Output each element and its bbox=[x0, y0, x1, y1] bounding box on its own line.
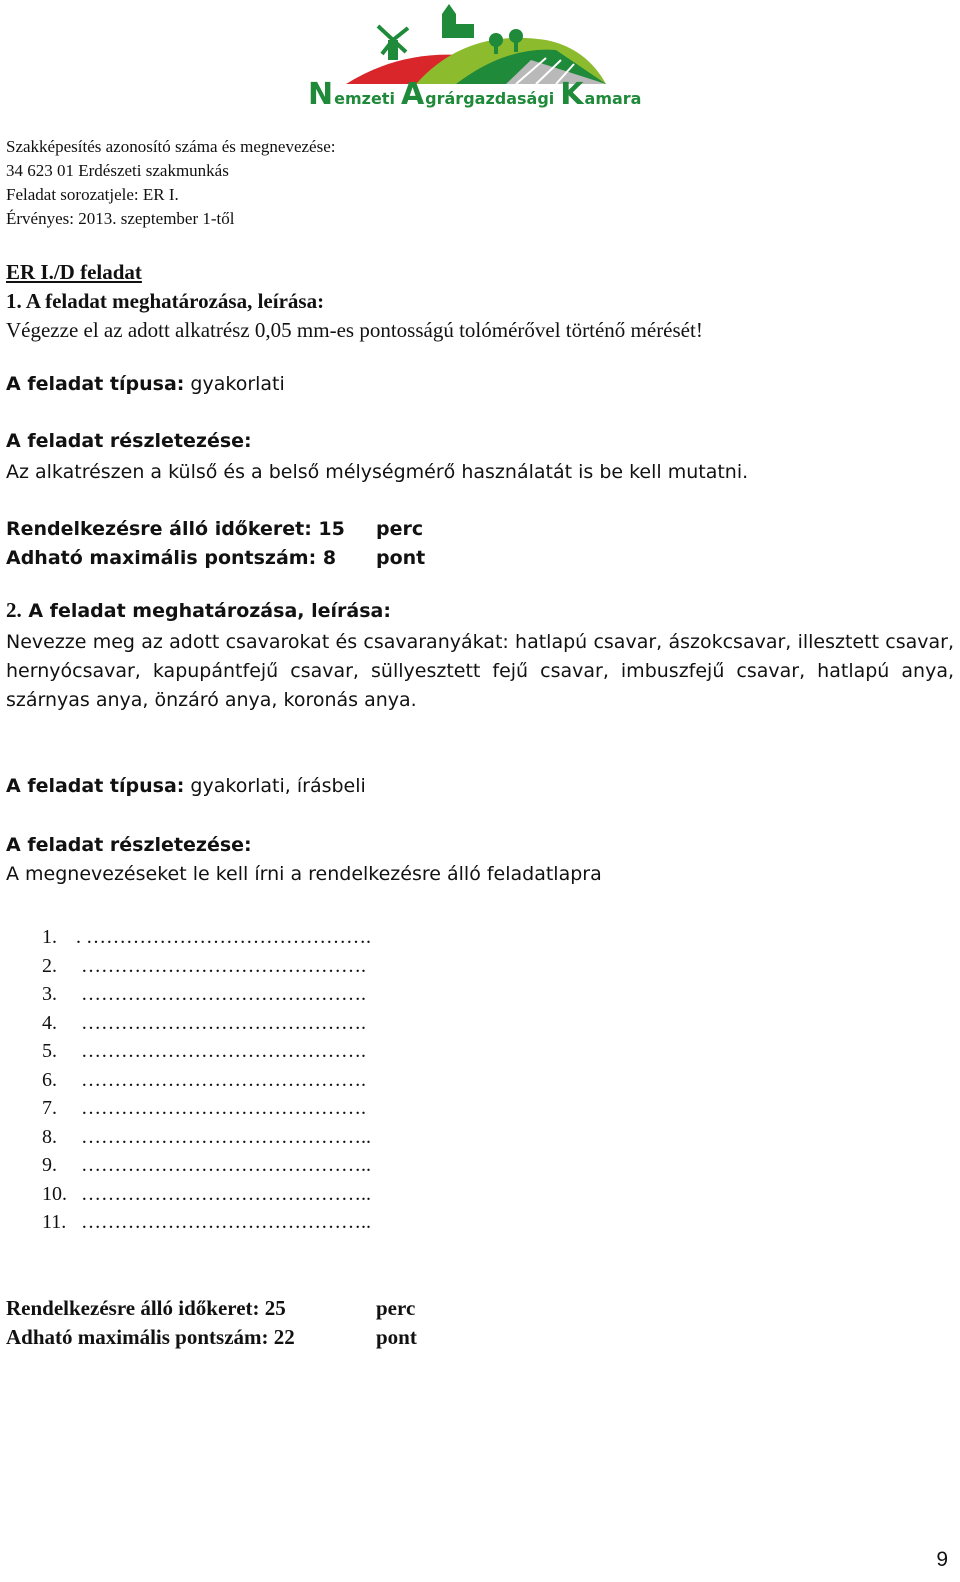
task2-heading-number: 2. bbox=[6, 598, 22, 622]
answer-number: 11. bbox=[42, 1211, 67, 1233]
answer-dots: ……………………………………. bbox=[76, 983, 366, 1005]
answer-dots: ……………………………………. bbox=[76, 1068, 366, 1091]
answer-dots: …………………………………….. bbox=[76, 1125, 371, 1148]
logo-word-agrargazdasagi: grárgazdasági bbox=[425, 89, 555, 108]
answer-line[interactable] bbox=[42, 923, 371, 952]
task2-heading bbox=[6, 596, 391, 625]
task1-description: Végezze el az adott alkatrész 0,05 mm-es pontosságú tolómérővel történő mérését! bbox=[6, 318, 703, 342]
task2-time-unit: perc bbox=[376, 1296, 416, 1320]
answer-dots: ……………………………………. bbox=[76, 1040, 366, 1062]
header-qualification: Szakképesítés azonosító száma és megnevezése: bbox=[6, 137, 336, 156]
logo-initial-n: N bbox=[308, 77, 334, 112]
task2-type-label: A feladat típusa: bbox=[6, 775, 185, 797]
answer-number: 3. bbox=[42, 983, 57, 1005]
answer-line[interactable] bbox=[42, 1180, 371, 1209]
answer-line[interactable] bbox=[42, 1009, 371, 1038]
answer-number: 4. bbox=[42, 1011, 57, 1034]
answer-dots: . ……………………………………. bbox=[76, 926, 371, 948]
answer-number: 10. bbox=[42, 1182, 67, 1205]
task1-detail-text: Az alkatrészen a külső és a belső mélységmérő használatát is be kell mutatni. bbox=[6, 461, 749, 483]
task1-type-value: gyakorlati bbox=[184, 373, 285, 395]
task1-time-unit: perc bbox=[376, 518, 424, 540]
logo-word-nemzeti: emzeti bbox=[334, 89, 395, 108]
task2-detail-label: A feladat részletezése: bbox=[6, 834, 252, 856]
answer-line[interactable] bbox=[42, 980, 371, 1009]
task1-type bbox=[6, 373, 285, 395]
logo-word-kamara: amara bbox=[584, 89, 642, 108]
answer-dots: …………………………………….. bbox=[76, 1154, 371, 1176]
logo-initial-k: K bbox=[560, 77, 584, 112]
answer-dots: …………………………………….. bbox=[76, 1182, 371, 1205]
task2-type bbox=[6, 775, 366, 797]
answer-line[interactable] bbox=[42, 1123, 371, 1152]
answer-dots: ……………………………………. bbox=[76, 954, 366, 977]
answer-list bbox=[42, 923, 371, 1237]
nak-logo bbox=[306, 0, 642, 112]
answer-number: 1. bbox=[42, 926, 57, 948]
header-qualification-code: 34 623 01 Erdészeti szakmunkás bbox=[6, 161, 229, 180]
answer-number: 5. bbox=[42, 1040, 57, 1062]
task2-points-unit: pont bbox=[376, 1325, 417, 1349]
answer-number: 2. bbox=[42, 954, 57, 977]
nak-logo-graphic bbox=[306, 0, 642, 112]
task1-type-label: A feladat típusa: bbox=[6, 373, 185, 395]
answer-dots: ……………………………………. bbox=[76, 1011, 366, 1034]
answer-line[interactable] bbox=[42, 952, 371, 981]
task1-points-unit: pont bbox=[376, 547, 426, 569]
task2-type-value: gyakorlati, írásbeli bbox=[184, 775, 366, 797]
answer-dots: …………………………………….. bbox=[76, 1211, 371, 1233]
task2-detail-text: A megnevezéseket le kell írni a rendelkezésre álló feladatlapra bbox=[6, 863, 602, 885]
header-validity: Érvényes: 2013. szeptember 1-től bbox=[6, 209, 235, 228]
task2-points-label: Adható maximális pontszám: 22 bbox=[6, 1325, 295, 1349]
answer-line[interactable] bbox=[42, 1066, 371, 1095]
task1-points-label: Adható maximális pontszám: 8 bbox=[6, 547, 337, 569]
task1-time-label: Rendelkezésre álló időkeret: 15 bbox=[6, 518, 345, 540]
answer-number: 7. bbox=[42, 1097, 57, 1119]
answer-line[interactable] bbox=[42, 1037, 371, 1066]
task1-heading: 1. A feladat meghatározása, leírása: bbox=[6, 289, 325, 313]
logo-initial-a: A bbox=[400, 77, 425, 112]
task-title: ER I./D feladat bbox=[6, 260, 142, 284]
answer-line[interactable] bbox=[42, 1094, 371, 1123]
task2-heading-text: A feladat meghatározása, leírása: bbox=[21, 600, 391, 622]
task1-detail-label: A feladat részletezése: bbox=[6, 430, 252, 452]
answer-number: 8. bbox=[42, 1125, 57, 1148]
task2-description: Nevezze meg az adott csavarokat és csavaranyákat: hatlapú csavar, ászokcsavar, illesztett csavar, hernyócsavar, kapupántfejű csavar, süllyesztett fejű csavar, imbuszfejű csavar, hatlapú anya, szárnyas anya, önzáró anya, koronás anya. bbox=[6, 631, 954, 711]
answer-line[interactable] bbox=[42, 1151, 371, 1180]
answer-line[interactable] bbox=[42, 1208, 371, 1237]
answer-dots: ……………………………………. bbox=[76, 1097, 366, 1119]
page-number: 9 bbox=[936, 1548, 948, 1571]
answer-number: 6. bbox=[42, 1068, 57, 1091]
task2-time-label: Rendelkezésre álló időkeret: 25 bbox=[6, 1296, 286, 1320]
answer-number: 9. bbox=[42, 1154, 57, 1176]
header-series: Feladat sorozatjele: ER I. bbox=[6, 185, 179, 204]
